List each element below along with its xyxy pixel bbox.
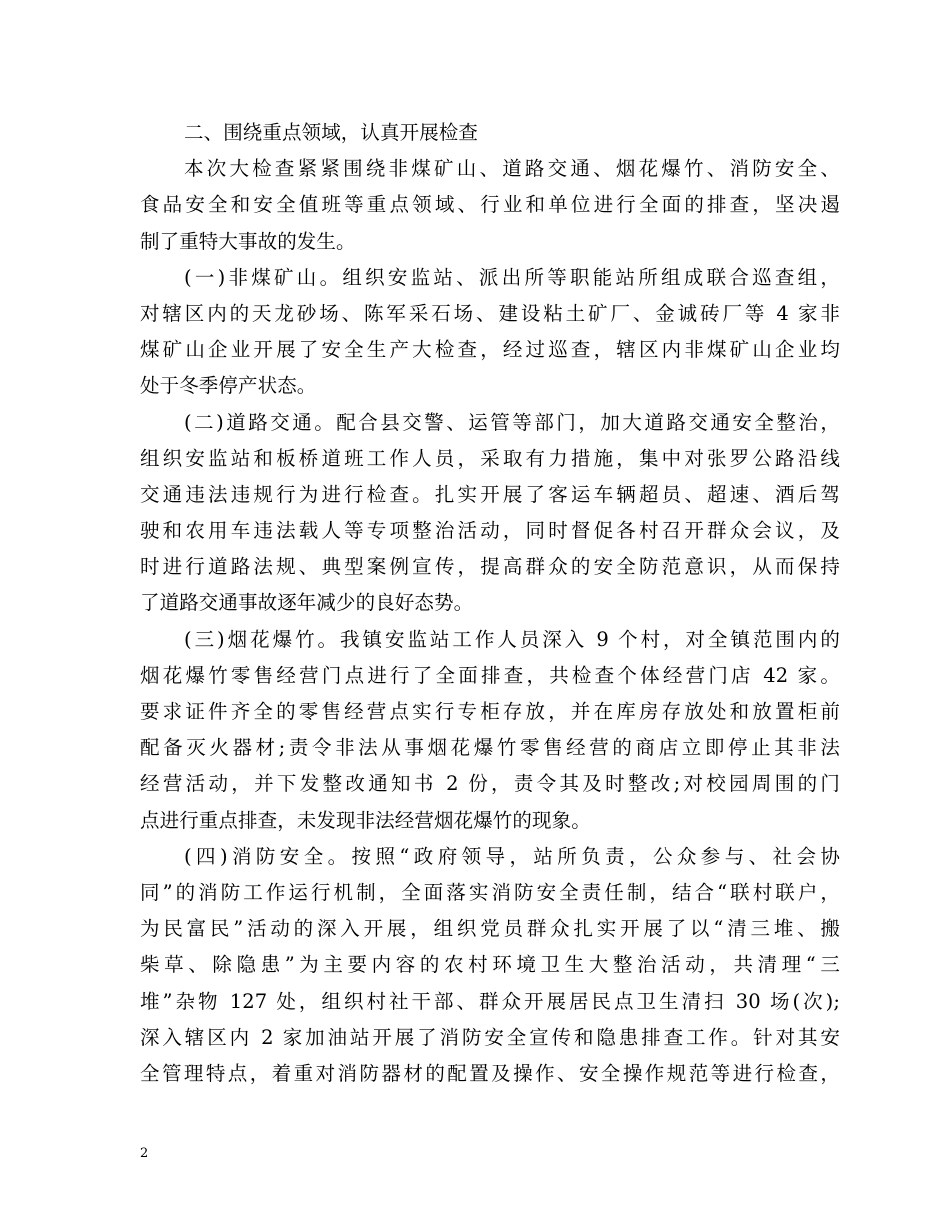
page-number: 2 [140, 1146, 149, 1161]
paragraph-line: (二)道路交通。配合县交警、运管等部门，加大道路交通安全整治， [184, 410, 840, 434]
paragraph-line: 食品安全和安全值班等重点领域、行业和单位进行全面的排查，坚决遏 [140, 193, 840, 217]
paragraph-line: 点进行重点排查，未发现非法经营烟花爆竹的现象。 [140, 808, 591, 832]
paragraph-line: 深入辖区内 2 家加油站开展了消防安全宣传和隐患排查工作。针对其安 [140, 1025, 840, 1049]
paragraph-line: (四)消防安全。按照“政府领导，站所负责，公众参与、社会协 [184, 844, 840, 868]
paragraph-line: (一)非煤矿山。组织安监站、派出所等职能站所组成联合巡查组， [184, 265, 840, 289]
paragraph-line: (三)烟花爆竹。我镇安监站工作人员深入 9 个村，对全镇范围内的 [184, 627, 840, 651]
paragraph-line: 了道路交通事故逐年减少的良好态势。 [140, 591, 474, 615]
paragraph-line: 为民富民”活动的深入开展，组织党员群众扎实开展了以“清三堆、搬 [140, 917, 840, 941]
paragraph-line: 时进行道路法规、典型案例宣传，提高群众的安全防范意识，从而保持 [140, 555, 840, 579]
paragraph-line: 煤矿山企业开展了安全生产大检查，经过巡查，辖区内非煤矿山企业均 [140, 338, 840, 362]
paragraph-line: 堆”杂物 127 处，组织村社干部、群众开展居民点卫生清扫 30 场(次); [140, 989, 840, 1013]
paragraph-line: 要求证件齐全的零售经营点实行专柜存放，并在库房存放处和放置柜前 [140, 700, 840, 723]
document-body [140, 115, 840, 1092]
section-heading: 二、围绕重点领域，认真开展检查 [184, 121, 479, 144]
paragraph-line: 配备灭火器材;责令非法从事烟花爆竹零售经营的商店立即停止其非法 [140, 736, 840, 760]
paragraph-line: 制了重特大事故的发生。 [140, 229, 356, 253]
paragraph-line: 烟花爆竹零售经营门点进行了全面排查，共检查个体经营门店 42 家。 [140, 663, 840, 687]
paragraph-line: 同”的消防工作运行机制，全面落实消防安全责任制，结合“联村联户， [140, 880, 840, 904]
paragraph-line: 经营活动，并下发整改通知书 2 份，责令其及时整改;对校园周围的门 [140, 772, 840, 796]
paragraph-line: 处于冬季停产状态。 [140, 374, 317, 398]
paragraph-line: 本次大检查紧紧围绕非煤矿山、道路交通、烟花爆竹、消防安全、 [184, 157, 840, 181]
paragraph-line: 全管理特点，着重对消防器材的配置及操作、安全操作规范等进行检查， [140, 1061, 840, 1085]
paragraph-line: 柴草、除隐患”为主要内容的农村环境卫生大整治活动，共清理“三 [140, 953, 840, 977]
paragraph-line: 对辖区内的天龙砂场、陈军采石场、建设粘土矿厂、金诚砖厂等 4 家非 [140, 301, 840, 325]
paragraph-line: 组织安监站和板桥道班工作人员，采取有力措施，集中对张罗公路沿线 [140, 446, 840, 470]
paragraph-line: 驶和农用车违法载人等专项整治活动，同时督促各村召开群众会议，及 [140, 519, 840, 543]
paragraph-line: 交通违法违规行为进行检查。扎实开展了客运车辆超员、超速、酒后驾 [140, 482, 840, 506]
